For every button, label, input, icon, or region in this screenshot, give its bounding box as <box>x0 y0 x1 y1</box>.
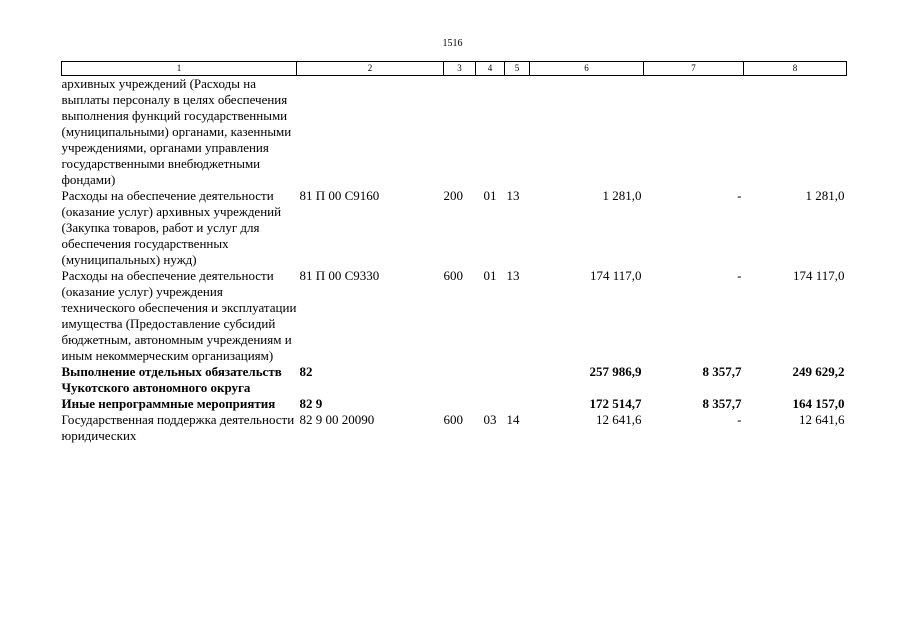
table-row <box>62 396 847 412</box>
row-col-3 <box>444 396 476 412</box>
row-col-6: 174 117,0 <box>589 268 642 283</box>
column-header-8: 8 <box>744 62 847 76</box>
row-code: 82 <box>299 364 313 379</box>
column-header-7: 7 <box>644 62 744 76</box>
column-header-2: 2 <box>297 62 444 76</box>
row-code: 81 П 00 С9160 <box>299 188 380 203</box>
row-col-5: 13 <box>506 268 520 283</box>
row-col-4: 03 <box>483 412 497 427</box>
row-col-3 <box>444 364 476 396</box>
row-code: 81 П 00 С9330 <box>299 268 380 283</box>
row-col-5 <box>505 396 530 412</box>
table-row <box>62 268 847 364</box>
column-header-6: 6 <box>530 62 644 76</box>
row-col-6 <box>530 76 644 189</box>
row-col-7 <box>644 76 744 189</box>
row-col-4 <box>476 364 505 396</box>
row-col-7: - <box>737 268 742 283</box>
row-name: Расходы на обеспечение деятельности (оказание услуг) учреждения технического обеспечения и эксплуатации имущества (Предоставление субсидий бюджетным, автономным учреждениям и иным некоммерческим организациям) <box>61 268 297 363</box>
table-header-row <box>62 62 847 76</box>
column-header-3: 3 <box>444 62 476 76</box>
row-col-8: 12 641,6 <box>799 412 845 427</box>
row-col-5 <box>505 76 530 189</box>
table-row <box>62 76 847 189</box>
row-col-8: 249 629,2 <box>792 364 845 379</box>
row-name: Иные непрограммные мероприятия <box>61 396 276 411</box>
row-col-8: 174 117,0 <box>792 268 845 283</box>
column-header-5: 5 <box>505 62 530 76</box>
row-code <box>297 76 444 189</box>
table-row <box>62 412 847 444</box>
row-col-3: 600 <box>443 412 463 427</box>
row-col-3 <box>444 76 476 189</box>
row-name: архивных учреждений (Расходы на выплаты персоналу в целях обеспечения выполнения функций государственными (муниципальными) органами, казенными учреждениями, органами управления государственными внебюджетными фондами) <box>61 76 292 187</box>
column-header-4: 4 <box>476 62 505 76</box>
row-col-7: - <box>737 412 742 427</box>
row-name: Государственная поддержка деятельности юридических <box>61 412 295 443</box>
row-name: Выполнение отдельных обязательств Чукотского автономного округа <box>61 364 282 395</box>
row-col-4 <box>476 76 505 189</box>
page-number: 1516 <box>442 38 463 49</box>
budget-table <box>61 61 847 444</box>
row-col-3: 200 <box>443 188 463 203</box>
row-col-8: 164 157,0 <box>792 396 845 411</box>
row-col-4: 01 <box>483 268 497 283</box>
row-col-4 <box>476 396 505 412</box>
row-col-5 <box>505 364 530 396</box>
row-col-5: 14 <box>506 412 520 427</box>
row-col-8: 1 281,0 <box>805 188 845 203</box>
row-col-7: 8 357,7 <box>702 396 742 411</box>
row-code: 82 9 00 20090 <box>299 412 375 427</box>
column-header-1: 1 <box>62 62 297 76</box>
table-row <box>62 188 847 268</box>
row-col-8 <box>744 76 847 189</box>
row-col-6: 12 641,6 <box>596 412 642 427</box>
row-col-7: 8 357,7 <box>702 364 742 379</box>
table-row <box>62 364 847 396</box>
row-col-5: 13 <box>506 188 520 203</box>
row-col-3: 600 <box>443 268 463 283</box>
row-code: 82 9 <box>299 396 323 411</box>
row-col-6: 257 986,9 <box>589 364 642 379</box>
row-col-4: 01 <box>483 188 497 203</box>
row-col-6: 1 281,0 <box>602 188 642 203</box>
row-name: Расходы на обеспечение деятельности (оказание услуг) архивных учреждений (Закупка товаров, работ и услуг для обеспечения государственных (муниципальных) нужд) <box>61 188 282 267</box>
row-col-6: 172 514,7 <box>589 396 642 411</box>
row-col-7: - <box>737 188 742 203</box>
